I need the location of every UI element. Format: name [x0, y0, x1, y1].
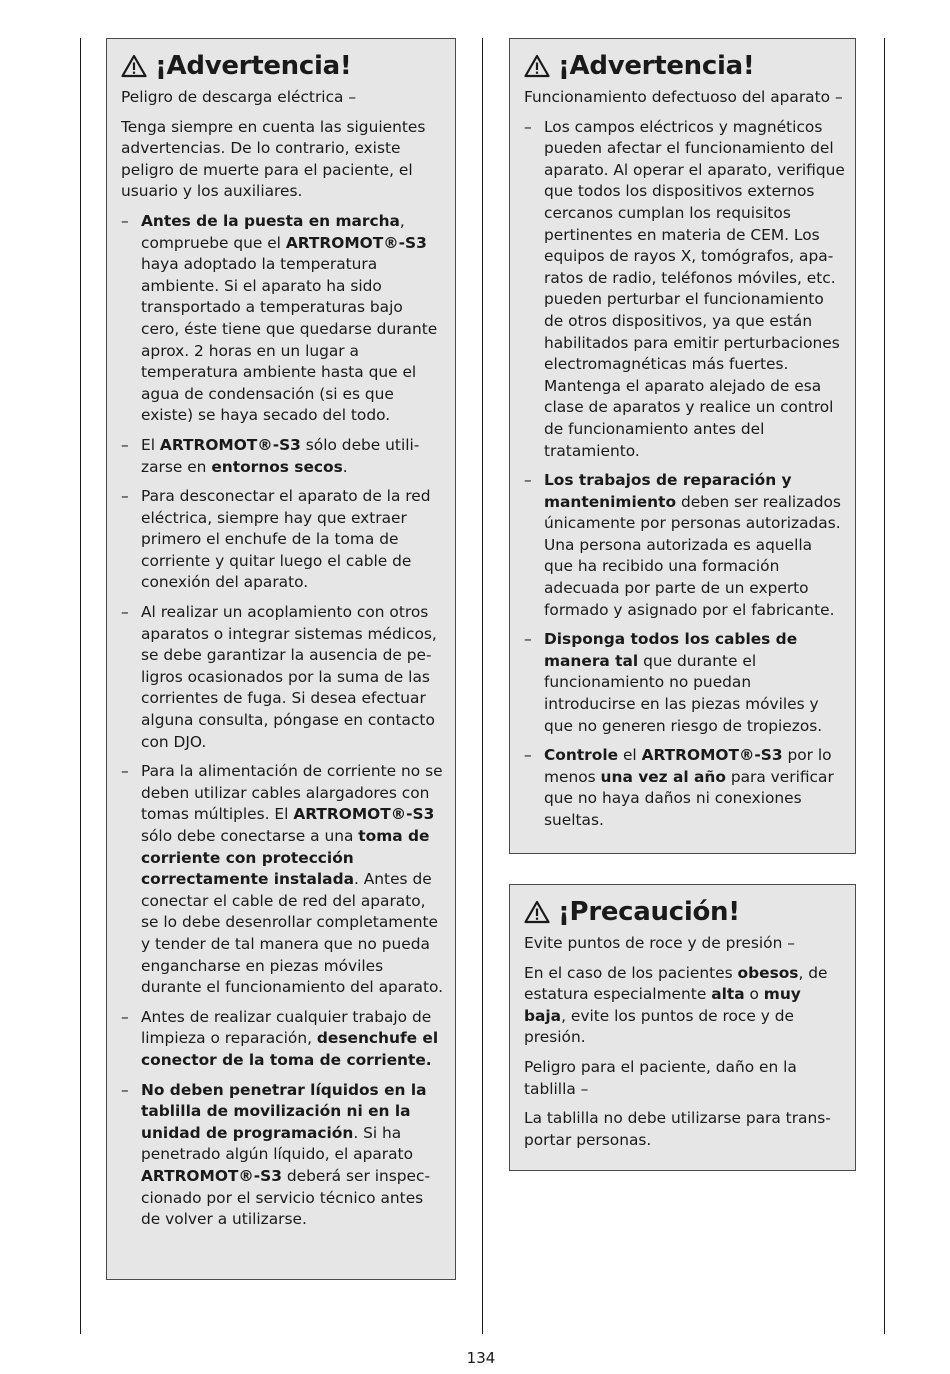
warning-triangle-icon — [524, 900, 550, 924]
caution-subtitle: Evite puntos de roce y de presión – — [524, 934, 795, 952]
warning-box-malfunction — [509, 38, 856, 854]
column-rule-middle — [482, 38, 483, 1334]
list-item: – Disponga todos los cables de manera tal que durante el funcionamiento no puedan introducirse en las piezas móviles y que no generen riesgo de tropiezos. — [524, 629, 845, 737]
list-item: – No deben penetrar líquidos en la tablilla de movilización ni en la unidad de programación. Si ha penetrado algún líquido, el aparato ARTROMOT®-S3 deberá ser inspeccionado por el servicio técnico antes de volver a utilizarse. — [121, 1080, 445, 1231]
list-item: – Al realizar un acoplamiento con otros aparatos o integrar sistemas médicos, se debe garantizar la ausencia de peligros ocasionados por la suma de las corrientes de fuga. Si desea efectuar alguna consulta, póngase en contacto con DJO. — [121, 602, 445, 753]
list-item: – Antes de la puesta en marcha, compruebe que el ARTROMOT®-S3 haya adoptado la temperatura ambiente. Si el aparato ha sido transportado a temperaturas bajo cero, éste tiene que quedarse durante aprox. 2 horas en un lugar a temperatura ambiente hasta que el agua de condensación (si es que existe) se haya secado del todo. — [121, 211, 445, 427]
warning-title-text: ¡Advertencia! — [155, 51, 352, 81]
caution-paragraph: En el caso de los pacientes obesos, de estatura especialmente alta o muy baja, evite los puntos de roce y de presión. — [524, 963, 828, 1047]
list-item: – El ARTROMOT®-S3 sólo debe utilizarse en entornos secos. — [121, 435, 445, 478]
list-item: – Para desconectar el aparato de la red eléctrica, siempre hay que extraer primero el enchufe de la toma de corriente y quitar luego el cable de conexión del aparato. — [121, 486, 445, 594]
list-item: – Para la alimentación de corriente no se deben utilizar cables alargadores con tomas múltiples. El ARTROMOT®-S3 sólo debe conectarse a una toma de corriente con protección correctamente instalada. Antes de conectar el cable de red del aparato, se lo debe desenrollar completamente y tender de tal manera que no pueda engancharse en piezas móviles durante el funcionamiento del aparato. — [121, 761, 445, 999]
warning-list — [121, 211, 445, 1231]
warning-subtitle: Funcionamiento defectuoso del aparato – — [524, 88, 843, 106]
list-item: – Los trabajos de reparación y mantenimiento deben ser realizados únicamente por personas autorizadas. Una persona autorizada es aquella que ha recibido una formación adecuada por parte de un experto formado y asignado por el fabricante. — [524, 470, 845, 621]
column-rule-left — [80, 38, 81, 1334]
warning-subtitle: Peligro de descarga eléctrica – — [121, 88, 357, 106]
list-item: – Controle el ARTROMOT®-S3 por lo menos una vez al año para verificar que no haya daños ni conexiones sueltas. — [524, 745, 845, 831]
list-item: – Antes de realizar cualquier trabajo de limpieza o reparación, desenchufe el conector de la toma de corriente. — [121, 1007, 445, 1072]
warning-box-electric-shock — [106, 38, 456, 1280]
warning-title — [524, 49, 845, 83]
warning-triangle-icon — [121, 54, 147, 78]
page-number: 134 — [466, 1349, 496, 1367]
caution-title — [524, 895, 845, 929]
warning-triangle-icon — [524, 54, 550, 78]
caution-paragraph: Peligro para el paciente, daño en la tablilla – — [524, 1057, 797, 1098]
caution-paragraph: La tablilla no debe utilizarse para transportar personas. — [524, 1109, 831, 1149]
column-rule-right — [884, 38, 885, 1334]
caution-box — [509, 884, 856, 1171]
caution-title-text: ¡Precaución! — [558, 897, 740, 927]
list-item: – Los campos eléctricos y magnéticos pueden afectar el funcionamiento del aparato. Al operar el aparato, verifique que todos los dispositivos externos cercanos cumplan los requisitos pertinentes en materia de CEM. Los equipos de rayos X, tomógrafos, aparatos de radio, teléfonos móviles, etc. pueden perturbar el funcionamiento de otros dispositivos, ya que están habilitados para emitir perturbaciones electromagnéticas más fuertes. Mantenga el aparato alejado de esa clase de aparatos y realice un control de funcionamiento antes del tratamiento. — [524, 117, 845, 463]
warning-title-text: ¡Advertencia! — [558, 51, 755, 81]
warning-list — [524, 117, 845, 832]
warning-intro: Tenga siempre en cuenta las siguientes advertencias. De lo contrario, existe peligro de muerte para el paciente, el usuario y los auxiliares. — [121, 117, 426, 201]
warning-title — [121, 49, 445, 83]
